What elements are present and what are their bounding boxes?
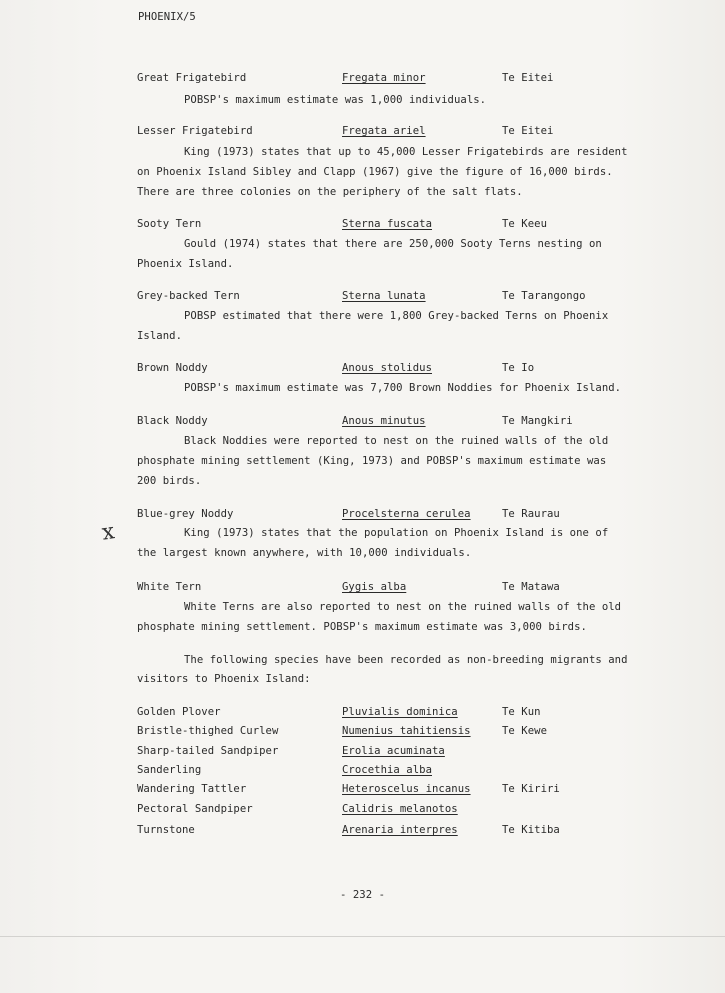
migrant-common-name: Bristle-thighed Curlew <box>137 725 279 737</box>
migrant-common-name: Sharp-tailed Sandpiper <box>137 745 279 757</box>
migrant-common-name: Wandering Tattler <box>137 783 247 795</box>
species-common-name: White Tern <box>137 581 202 593</box>
species-note-line: POBSP's maximum estimate was 7,700 Brown Noddies for Phoenix Island. <box>184 382 622 394</box>
migrant-local-name: Te Kun <box>502 706 541 718</box>
migrant-common-name: Sanderling <box>137 764 202 776</box>
migrant-local-name: Te Kiriri <box>502 783 560 795</box>
intro-line: The following species have been recorded as non-breeding migrants and <box>184 654 628 666</box>
species-local-name: Te Matawa <box>502 581 560 593</box>
species-local-name: Te Raurau <box>502 508 560 520</box>
migrant-local-name: Te Kewe <box>502 725 547 737</box>
intro-line: visitors to Phoenix Island: <box>137 673 311 685</box>
species-note-line: Island. <box>137 330 182 342</box>
species-common-name: Sooty Tern <box>137 218 202 230</box>
page-number: - 232 - <box>340 889 385 901</box>
migrant-common-name: Golden Plover <box>137 706 221 718</box>
handwritten-mark: x <box>100 519 117 546</box>
species-common-name: Lesser Frigatebird <box>137 125 253 137</box>
species-scientific-name: Gygis alba <box>342 581 407 593</box>
species-scientific-name: Fregata minor <box>342 72 426 84</box>
migrant-scientific-name: Calidris melanotos <box>342 803 458 815</box>
species-note-line: phosphate mining settlement. POBSP's maximum estimate was 3,000 birds. <box>137 621 587 633</box>
species-note-line: on Phoenix Island Sibley and Clapp (1967) give the figure of 16,000 birds. <box>137 166 613 178</box>
species-scientific-name: Sterna lunata <box>342 290 426 302</box>
species-note-line: Phoenix Island. <box>137 258 234 270</box>
species-common-name: Brown Noddy <box>137 362 208 374</box>
species-local-name: Te Keeu <box>502 218 547 230</box>
migrant-local-name: Te Kitiba <box>502 824 560 836</box>
migrant-scientific-name: Pluvialis dominica <box>342 706 458 718</box>
migrant-scientific-name: Crocethia alba <box>342 764 432 776</box>
species-note-line: Black Noddies were reported to nest on the ruined walls of the old <box>184 435 609 447</box>
species-note-line: the largest known anywhere, with 10,000 individuals. <box>137 547 472 559</box>
species-note-line: King (1973) states that the population on Phoenix Island is one of <box>184 527 609 539</box>
scan-edge-divider <box>0 936 725 937</box>
migrant-scientific-name: Numenius tahitiensis <box>342 725 471 737</box>
migrant-common-name: Turnstone <box>137 824 195 836</box>
species-common-name: Great Frigatebird <box>137 72 247 84</box>
species-scientific-name: Sterna fuscata <box>342 218 432 230</box>
species-local-name: Te Io <box>502 362 535 374</box>
species-scientific-name: Anous minutus <box>342 415 426 427</box>
species-note-line: POBSP's maximum estimate was 1,000 individuals. <box>184 94 487 106</box>
species-scientific-name: Anous stolidus <box>342 362 432 374</box>
species-note-line: There are three colonies on the periphery of the salt flats. <box>137 186 523 198</box>
species-common-name: Black Noddy <box>137 415 208 427</box>
migrant-scientific-name: Arenaria interpres <box>342 824 458 836</box>
migrant-scientific-name: Heteroscelus incanus <box>342 783 471 795</box>
species-note-line: phosphate mining settlement (King, 1973) and POBSP's maximum estimate was <box>137 455 607 467</box>
migrant-common-name: Pectoral Sandpiper <box>137 803 253 815</box>
species-common-name: Grey-backed Tern <box>137 290 240 302</box>
species-scientific-name: Procelsterna cerulea <box>342 508 471 520</box>
species-scientific-name: Fregata ariel <box>342 125 426 137</box>
species-note-line: POBSP estimated that there were 1,800 Grey-backed Terns on Phoenix <box>184 310 609 322</box>
species-local-name: Te Eitei <box>502 72 554 84</box>
species-note-line: White Terns are also reported to nest on the ruined walls of the old <box>184 601 622 613</box>
species-note-line: Gould (1974) states that there are 250,000 Sooty Terns nesting on <box>184 238 602 250</box>
migrant-scientific-name: Erolia acuminata <box>342 745 445 757</box>
species-local-name: Te Eitei <box>502 125 554 137</box>
species-common-name: Blue-grey Noddy <box>137 508 234 520</box>
page-header: PHOENIX/5 <box>138 11 196 23</box>
species-local-name: Te Mangkiri <box>502 415 573 427</box>
species-note-line: King (1973) states that up to 45,000 Lesser Frigatebirds are resident <box>184 146 628 158</box>
species-note-line: 200 birds. <box>137 475 202 487</box>
species-local-name: Te Tarangongo <box>502 290 586 302</box>
